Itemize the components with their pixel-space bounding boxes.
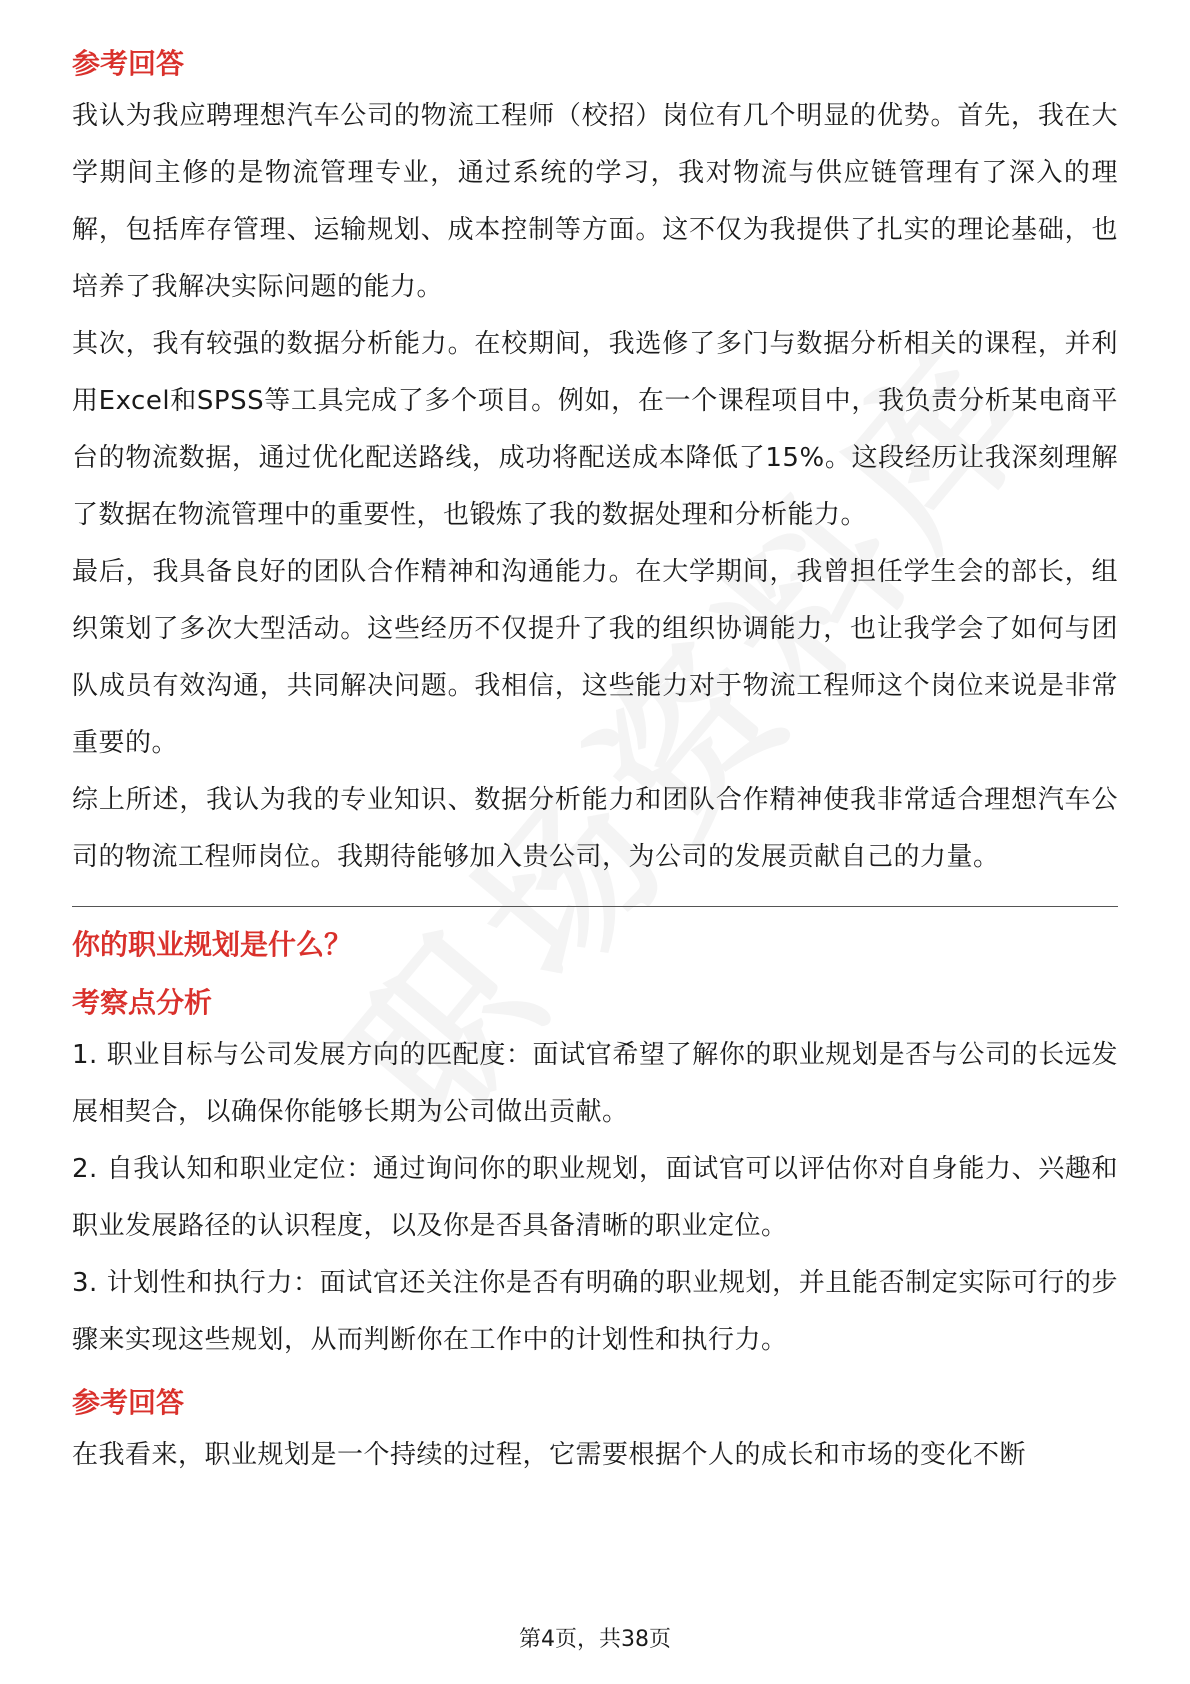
- analysis-item: 2. 自我认知和职业定位：通过询问你的职业规划，面试官可以评估你对自身能力、兴趣和职业发展路径的认识程度，以及你是否具备清晰的职业定位。: [72, 1154, 1118, 1241]
- answer-paragraph: 其次，我有较强的数据分析能力。在校期间，我选修了多门与数据分析相关的课程，并利用Excel和SPSS等工具完成了多个项目。例如，在一个课程项目中，我负责分析某电商平台的物流数据，通过优化配送路线，成功将配送成本降低了15%。这段经历让我深刻理解了数据在物流管理中的重要性，也锻炼了我的数据处理和分析能力。: [72, 329, 1118, 530]
- analysis-heading: 考察点分析: [72, 986, 213, 1019]
- question-heading: 你的职业规划是什么？: [72, 928, 353, 961]
- reference-answer-heading: 参考回答: [72, 47, 185, 80]
- answer-paragraph: 综上所述，我认为我的专业知识、数据分析能力和团队合作精神使我非常适合理想汽车公司的物流工程师岗位。我期待能够加入贵公司，为公司的发展贡献自己的力量。: [72, 785, 1118, 872]
- analysis-item: 3. 计划性和执行力：面试官还关注你是否有明确的职业规划，并且能否制定实际可行的步骤来实现这些规划，从而判断你在工作中的计划性和执行力。: [72, 1268, 1118, 1355]
- answer-paragraph: 在我看来，职业规划是一个持续的过程，它需要根据个人的成长和市场的变化不断: [72, 1440, 1027, 1470]
- analysis-item: 1. 职业目标与公司发展方向的匹配度：面试官希望了解你的职业规划是否与公司的长远发展相契合，以确保你能够长期为公司做出贡献。: [72, 1040, 1118, 1127]
- document-page: [72, 40, 1118, 1484]
- page-number-footer: 第4页，共38页: [519, 1627, 671, 1652]
- answer-paragraph: 我认为我应聘理想汽车公司的物流工程师（校招）岗位有几个明显的优势。首先，我在大学期间主修的是物流管理专业，通过系统的学习，我对物流与供应链管理有了深入的理解，包括库存管理、运输规划、成本控制等方面。这不仅为我提供了扎实的理论基础，也培养了我解决实际问题的能力。: [72, 101, 1118, 302]
- answer-paragraph: 最后，我具备良好的团队合作精神和沟通能力。在大学期间，我曾担任学生会的部长，组织策划了多次大型活动。这些经历不仅提升了我的组织协调能力，也让我学会了如何与团队成员有效沟通，共同解决问题。我相信，这些能力对于物流工程师这个岗位来说是非常重要的。: [72, 557, 1118, 758]
- reference-answer-heading: 参考回答: [72, 1386, 185, 1419]
- section-divider: [72, 906, 1118, 907]
